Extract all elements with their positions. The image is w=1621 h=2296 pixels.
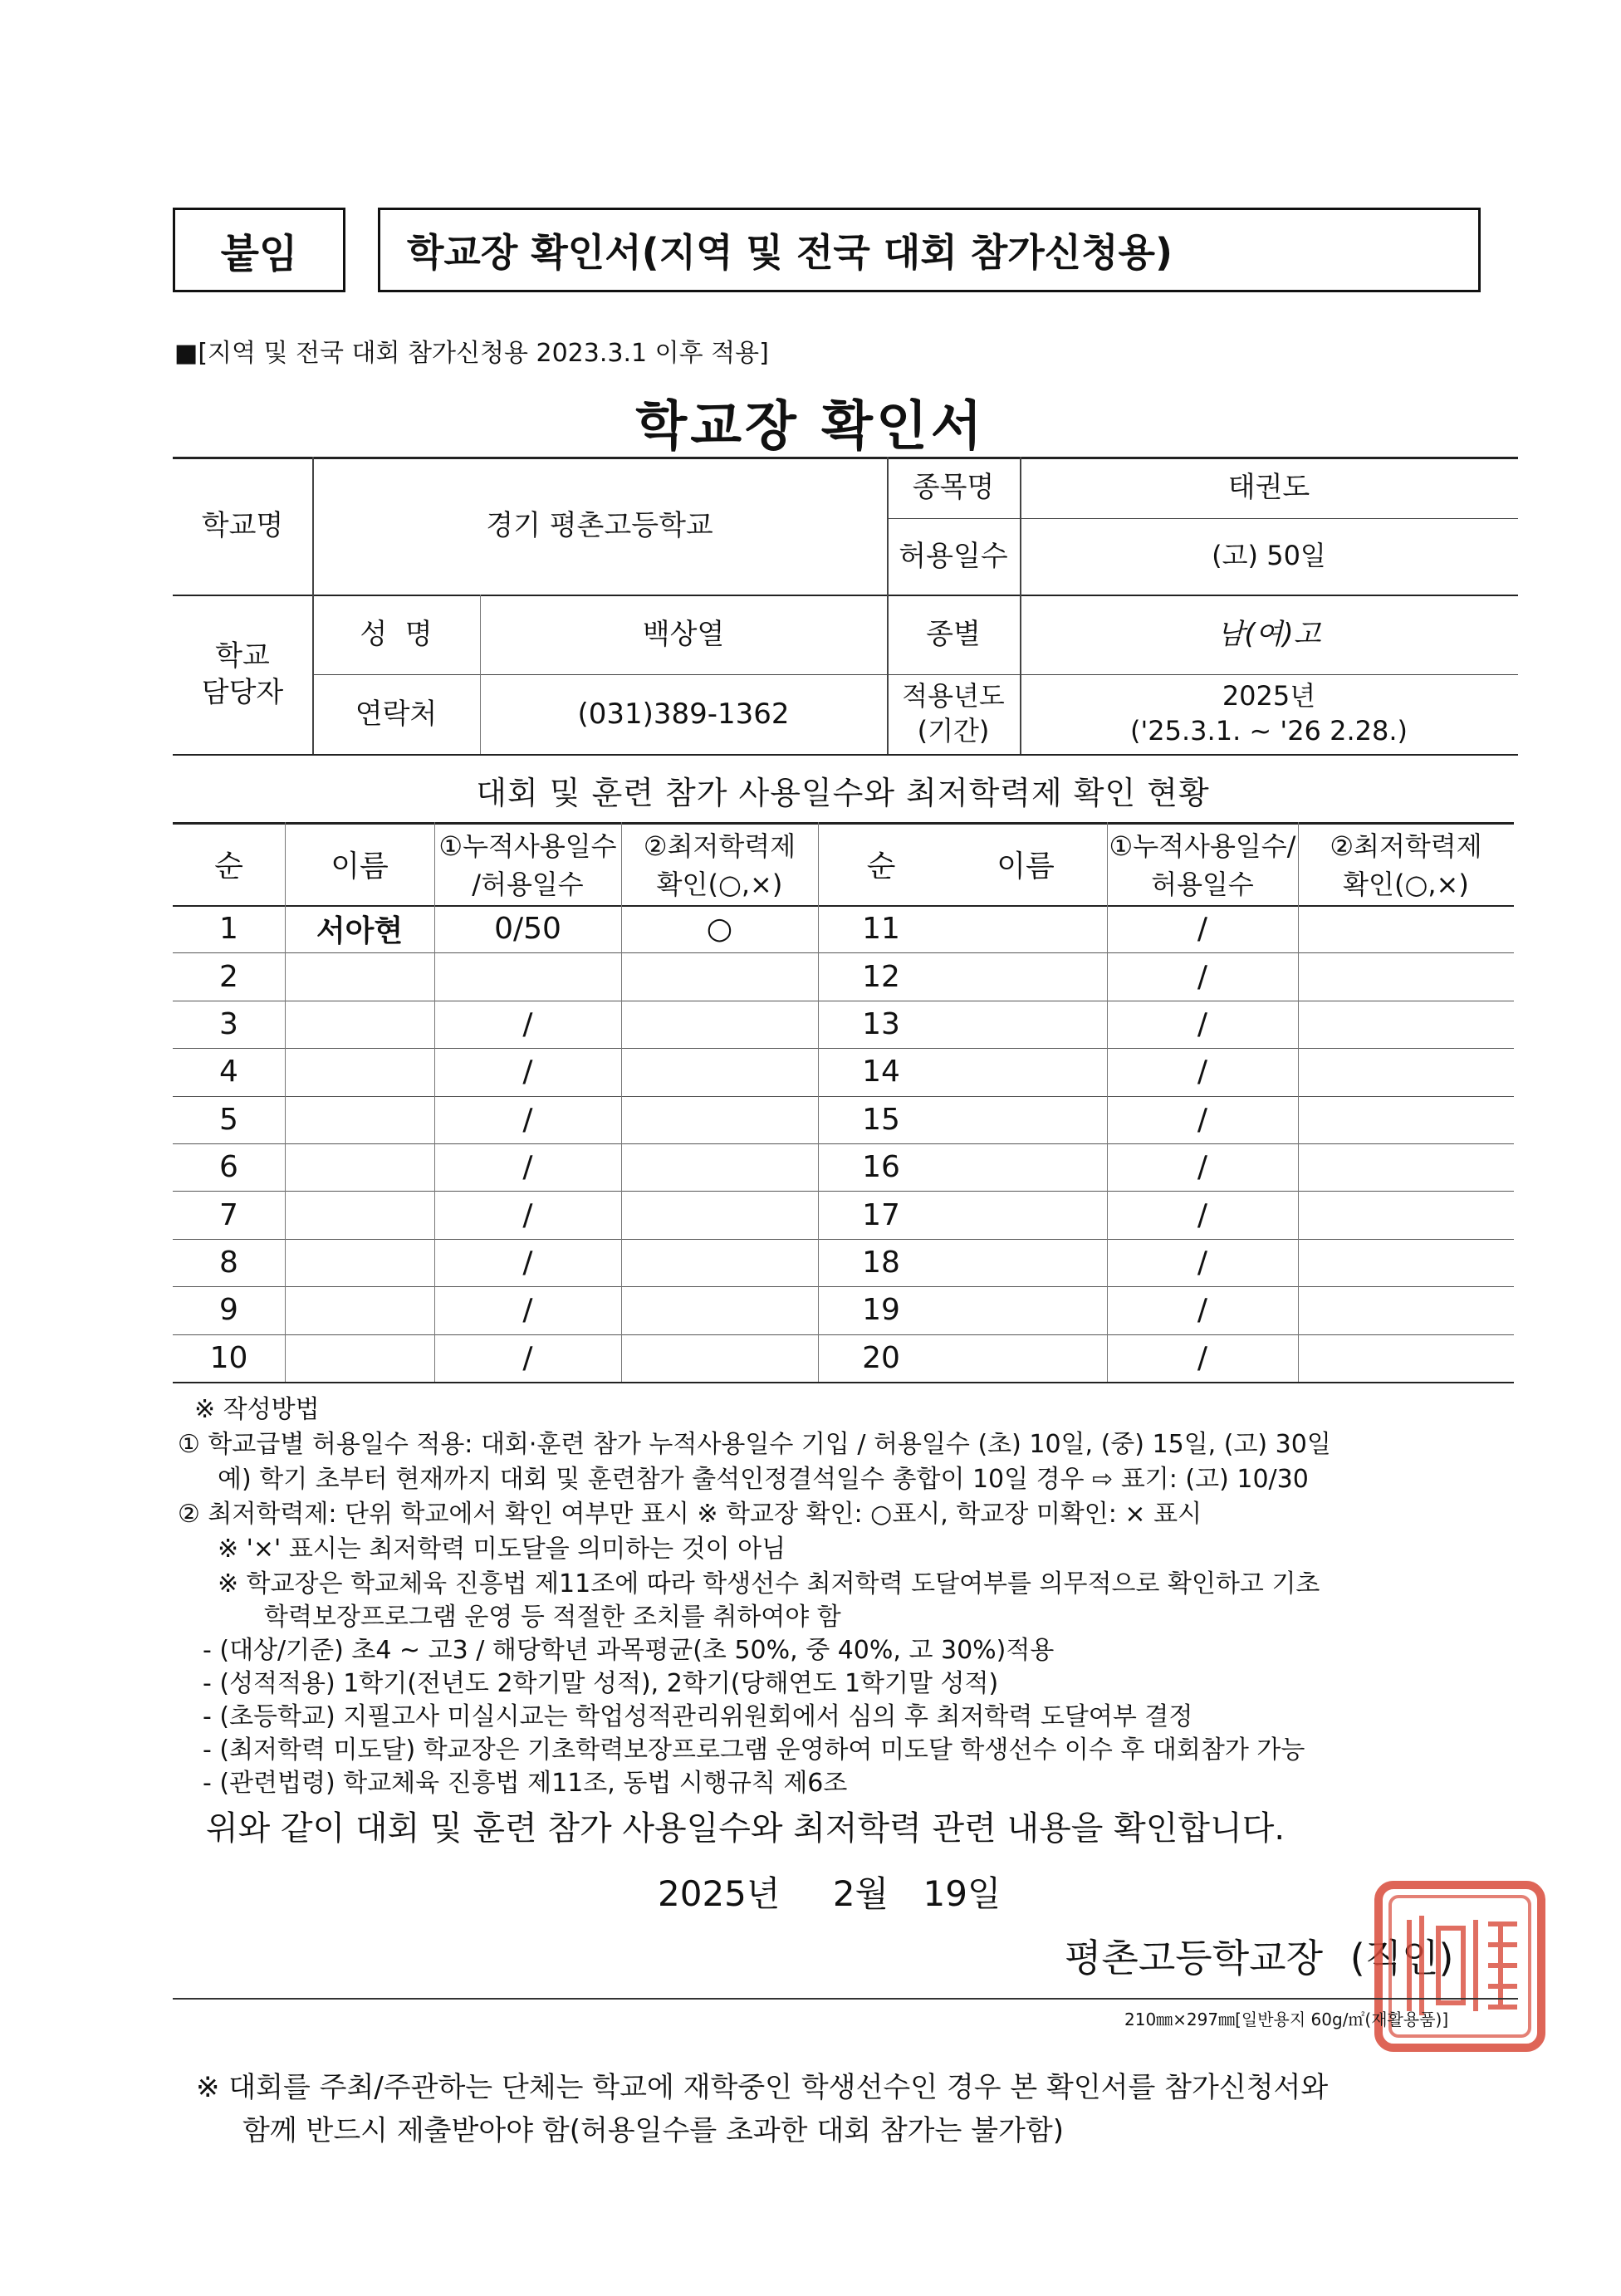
- school-value: 경기 평촌고등학교: [486, 508, 713, 542]
- table-cell-left-min: [621, 1239, 818, 1286]
- header-used-line1: ①누적사용일수: [438, 830, 617, 862]
- sport-value: 태권도: [1227, 470, 1310, 504]
- table-cell-right-used: /: [1197, 1055, 1208, 1089]
- table-cell-left-used: /: [522, 1006, 533, 1041]
- table-cell-right-no: 12: [862, 959, 900, 994]
- table-cell-left-no: 5: [219, 1102, 238, 1137]
- header-used-right: [1107, 822, 1298, 905]
- table-cell-left-name: [285, 1143, 434, 1191]
- note-line: 학력보장프로그램 운영 등 적절한 조치를 취하여야 함: [264, 1603, 841, 1632]
- status-title: 대회 및 훈련 참가 사용일수와 최저학력제 확인 현황: [476, 775, 1210, 811]
- table-cell-left-min: [621, 1096, 818, 1143]
- table-cell-left-used: /: [522, 1150, 533, 1185]
- header-used-right-line2: 허용일수: [1151, 869, 1254, 900]
- table-cell-right-min: [1298, 1191, 1514, 1238]
- header-min-line2: 확인(○,×): [656, 869, 783, 900]
- table-cell-right-no: 19: [862, 1293, 900, 1328]
- header-name-right: 이름: [997, 849, 1055, 884]
- year-label: [887, 674, 1020, 754]
- header-used: [434, 822, 621, 905]
- table-cell-left-used: /: [522, 1245, 533, 1280]
- header-min-right: [1298, 822, 1514, 905]
- table-cell-left-min: [621, 1143, 818, 1191]
- table-cell-left-no: 8: [219, 1245, 238, 1280]
- table-cell-right-no: 15: [862, 1102, 900, 1137]
- header-name: 이름: [331, 849, 389, 884]
- header-min: [621, 822, 818, 905]
- year-value-line1: 2025년: [1222, 680, 1316, 712]
- table-cell-right-min: [1298, 1286, 1514, 1334]
- table-cell-right-name: [944, 1239, 1107, 1286]
- table-cell-right-used: /: [1197, 912, 1208, 947]
- table-cell-left-name: [285, 1239, 434, 1286]
- note-line: - (대상/기준) 초4 ~ 고3 / 해당학년 과목평균(초 50%, 중 40%, 고 30%)적용: [203, 1636, 1055, 1665]
- table-cell-left-no: 9: [219, 1293, 238, 1328]
- manager-label-line2: 담당자: [201, 676, 284, 709]
- notes-section: [178, 1388, 1523, 1798]
- table-cell-right-name: [944, 1286, 1107, 1334]
- date-month: 2월: [832, 1873, 889, 1914]
- subnote: ■[지역 및 전국 대회 참가신청용 2023.3.1 이후 적용]: [174, 339, 769, 368]
- table-cell-left-no: 1: [219, 912, 238, 947]
- table-cell-right-min: [1298, 1143, 1514, 1191]
- table-cell-right-used: /: [1197, 1340, 1208, 1375]
- name-label: 성 명: [360, 617, 433, 651]
- table-cell-left-no: 4: [219, 1055, 238, 1089]
- sport-label: 종목명: [912, 470, 995, 504]
- table-cell-left-no: 7: [219, 1197, 238, 1232]
- note-line: - (초등학교) 지필고사 미실시교는 학업성적관리위원회에서 심의 후 최저학력 도달여부 결정: [203, 1702, 1193, 1731]
- header-used-line2: /허용일수: [472, 869, 584, 900]
- note-line: ① 학교급별 허용일수 적용: 대회·훈련 참가 누적사용일수 기입 / 허용일수 (초) 10일, (중) 15일, (고) 30일: [178, 1430, 1331, 1459]
- table-cell-right-name: [944, 1001, 1107, 1048]
- header-used-right-line1: ①누적사용일수/: [1109, 830, 1296, 862]
- table-cell-left-name: [285, 1096, 434, 1143]
- table-cell-right-used: /: [1197, 1006, 1208, 1041]
- note-line: - (성적적용) 1학기(전년도 2학기말 성적), 2학기(당해연도 1학기말 성적): [203, 1669, 999, 1698]
- seal-label: (직인): [1349, 1936, 1454, 1980]
- gender-value: 남(여)고: [1217, 617, 1321, 651]
- table-cell-left-name: [285, 1191, 434, 1238]
- gender-label: 종별: [926, 617, 981, 651]
- table-cell-left-name: [285, 1334, 434, 1382]
- table-cell-right-name: [944, 905, 1107, 952]
- table-cell-right-min: [1298, 952, 1514, 1000]
- year-value: [1020, 674, 1518, 754]
- date-day: 19일: [923, 1873, 1001, 1914]
- table-cell-right-min: [1298, 1096, 1514, 1143]
- table-cell-right-min: [1298, 1239, 1514, 1286]
- table-cell-left-no: 3: [219, 1006, 238, 1041]
- header-title-box: [378, 208, 1481, 292]
- table-cell-left-used: /: [522, 1197, 533, 1232]
- table-cell-right-name: [944, 952, 1107, 1000]
- header-no: 순: [214, 849, 243, 884]
- header-min-right-line1: ②최저학력제: [1330, 830, 1482, 862]
- table-cell-left-no: 6: [219, 1150, 238, 1185]
- header-min-line1: ②최저학력제: [643, 830, 796, 862]
- days-label: 허용일수: [899, 539, 1008, 573]
- contact-value: (031)389-1362: [577, 697, 790, 731]
- manager-label: [173, 595, 312, 754]
- table-cell-right-min: [1298, 905, 1514, 952]
- note-line: - (관련법령) 학교체육 진흥법 제11조, 동법 시행규칙 제6조: [203, 1769, 848, 1798]
- note-line: ※ '×' 표시는 최저학력 미도달을 의미하는 것이 아님: [218, 1535, 786, 1564]
- table-cell-left-no: 10: [209, 1340, 248, 1375]
- table-cell-left-min: [621, 1286, 818, 1334]
- attachment-tag: 붙임: [173, 208, 345, 292]
- table-cell-left-name: [285, 952, 434, 1000]
- table-cell-right-name: [944, 1191, 1107, 1238]
- year-label-line1: 적용년도: [902, 680, 1005, 712]
- table-cell-right-used: /: [1197, 1102, 1208, 1137]
- status-table: [173, 822, 1514, 1383]
- table-cell-left-no: 2: [219, 959, 238, 994]
- school-label: 학교명: [201, 508, 284, 542]
- table-cell-left-min: [621, 1001, 818, 1048]
- header-no-right: 순: [866, 849, 896, 884]
- divider: [173, 1998, 1518, 2000]
- table-cell-right-name: [944, 1096, 1107, 1143]
- note-line: - (최저학력 미도달) 학교장은 기초학력보장프로그램 운영하여 미도달 학생선수 이수 후 대회참가 가능: [203, 1735, 1305, 1765]
- note-heading: ※ 작성방법: [194, 1395, 320, 1424]
- note-line: ② 최저학력제: 단위 학교에서 확인 여부만 표시 ※ 학교장 확인: ○표시, 학교장 미확인: × 표시: [178, 1500, 1202, 1529]
- table-cell-left-min: [621, 1048, 818, 1095]
- table-cell-left-name: [285, 1048, 434, 1095]
- footer-note-2: 함께 반드시 제출받아야 함(허용일수를 초과한 대회 참가는 불가함): [242, 2114, 1064, 2147]
- table-cell-left-name: [285, 1001, 434, 1048]
- table-cell-right-used: /: [1197, 1293, 1208, 1328]
- footer-note-1: ※ 대회를 주최/주관하는 단체는 학교에 재학중인 학생선수인 경우 본 확인서를 참가신청서와: [196, 2071, 1329, 2104]
- table-cell-left-used: /: [522, 1102, 533, 1137]
- table-cell-left-used: 0/50: [494, 912, 561, 947]
- name-value: 백상열: [642, 617, 725, 651]
- signer-name: 평촌고등학교장: [1065, 1936, 1324, 1980]
- table-cell-left-min: [621, 952, 818, 1000]
- days-value: (고) 50일: [1212, 540, 1326, 572]
- table-cell-right-min: [1298, 1048, 1514, 1095]
- header-min-right-line2: 확인(○,×): [1343, 869, 1469, 900]
- table-cell-left-used: [434, 952, 621, 1000]
- table-cell-right-used: /: [1197, 959, 1208, 994]
- table-cell-right-no: 14: [862, 1055, 900, 1089]
- table-cell-right-name: [944, 1334, 1107, 1382]
- table-cell-right-name: [944, 1143, 1107, 1191]
- note-line: ※ 학교장은 학교체육 진흥법 제11조에 따라 학생선수 최저학력 도달여부를 의무적으로 확인하고 기초: [218, 1569, 1320, 1598]
- info-block: [173, 457, 1518, 756]
- table-cell-left-min: ○: [706, 912, 733, 947]
- table-cell-left-name: 서아현: [316, 914, 404, 949]
- table-cell-left-min: [621, 1191, 818, 1238]
- table-cell-right-no: 11: [862, 912, 900, 947]
- manager-label-line1: 학교: [215, 639, 270, 673]
- table-cell-right-name: [944, 1048, 1107, 1095]
- table-cell-right-used: /: [1197, 1245, 1208, 1280]
- year-value-line2: ('25.3.1. ~ '26 2.28.): [1130, 715, 1408, 747]
- paper-spec: 210㎜×297㎜[일반용지 60g/㎡(재활용품)]: [1124, 2010, 1449, 2029]
- table-cell-right-no: 18: [862, 1245, 900, 1280]
- table-cell-left-used: /: [522, 1340, 533, 1375]
- table-cell-left-min: [621, 1334, 818, 1382]
- document-title: 학교장 확인서: [635, 396, 986, 458]
- year-label-line2: (기간): [917, 715, 990, 747]
- table-cell-right-no: 17: [862, 1197, 900, 1232]
- contact-label: 연락처: [355, 697, 438, 731]
- date-year: 2025년: [658, 1873, 781, 1914]
- note-line: 예) 학기 초부터 현재까지 대회 및 훈련참가 출석인정결석일수 총합이 10일 경우 ⇨ 표기: (고) 10/30: [218, 1465, 1309, 1494]
- table-cell-right-no: 16: [862, 1150, 900, 1185]
- header-title: 학교장 확인서(지역 및 전국 대회 참가신청용): [407, 230, 1173, 275]
- table-cell-right-min: [1298, 1001, 1514, 1048]
- issue-date: [658, 1867, 1001, 1917]
- table-cell-right-no: 13: [862, 1006, 900, 1041]
- table-cell-right-min: [1298, 1334, 1514, 1382]
- table-cell-right-used: /: [1197, 1150, 1208, 1185]
- table-cell-right-no: 20: [862, 1340, 900, 1375]
- table-cell-left-used: /: [522, 1293, 533, 1328]
- table-cell-right-used: /: [1197, 1197, 1208, 1232]
- table-cell-left-used: /: [522, 1055, 533, 1089]
- table-cell-left-name: [285, 1286, 434, 1334]
- confirm-statement: 위와 같이 대회 및 훈련 참가 사용일수와 최저학력 관련 내용을 확인합니다.: [206, 1809, 1286, 1848]
